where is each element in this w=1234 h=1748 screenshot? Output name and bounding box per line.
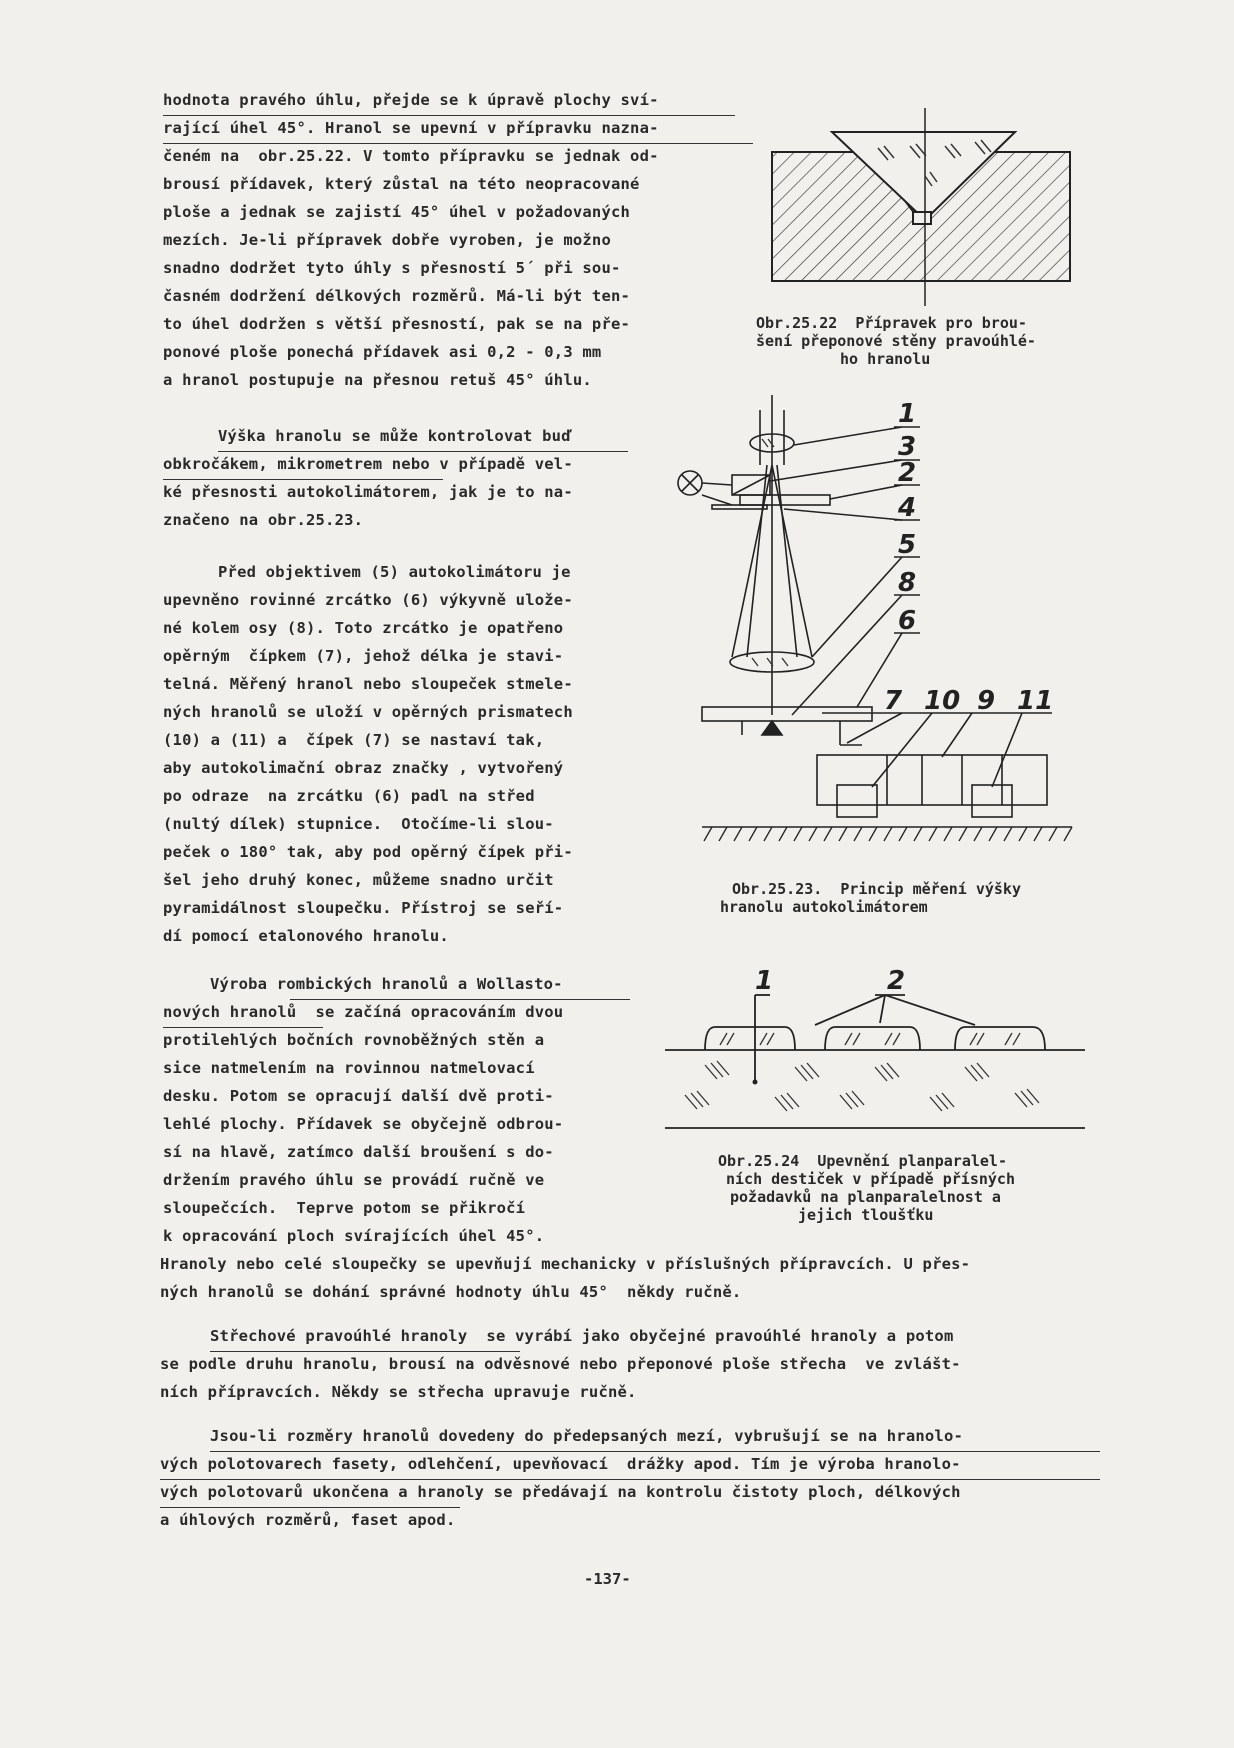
underline [160,1479,1100,1480]
text-line: protilehlých bočních rovnoběžných stěn a [163,1031,545,1049]
caption-fig24-3: požadavků na planparalelnost a [730,1188,1001,1206]
text-line: ponové ploše ponechá přídavek asi 0,2 - 0,3 mm [163,343,602,361]
text-line: peček o 180° tak, aby pod opěrný čípek při- [163,843,573,861]
text-line: sice natmelením na rovinnou natmelovací [163,1059,535,1077]
text-line: čeném na obr.25.22. V tomto přípravku se jednak od- [163,147,659,165]
fig23-label-3: 3 [898,432,917,462]
text-line: rající úhel 45°. Hranol se upevní v přípravku nazna- [163,119,659,137]
caption-fig24-2: ních destiček v případě přísných [726,1170,1015,1188]
text-line: Před objektivem (5) autokolimátoru je [218,563,571,581]
text-line: hodnota pravého úhlu, přejde se k úpravě plochy sví- [163,91,659,109]
caption-fig22-3: ho hranolu [840,350,931,368]
text-line: držením pravého úhlu se provádí ručně ve [163,1171,545,1189]
figure-25-24 [665,955,1085,1135]
fig23-label-2: 2 [898,458,917,488]
caption-fig22-2: šení přeponové stěny pravoúhlé- [756,332,1036,350]
text-line: Jsou-li rozměry hranolů dovedeny do předepsaných mezí, vybrušují se na hranolo- [210,1427,964,1445]
underline [163,115,735,116]
fig24-label-1: 1 [755,966,774,996]
text-line: sí na hlavě, zatímco další broušení s do- [163,1143,554,1161]
text-line: časném dodržení délkových rozměrů. Má-li být ten- [163,287,631,305]
caption-fig23-2: hranolu autokolimátorem [720,898,928,916]
text-line: šel jeho druhý konec, můžeme snadno určit [163,871,554,889]
underline [218,451,628,452]
text-line: a hranol postupuje na přesnou retuš 45° úhlu. [163,371,592,389]
text-line: (10) a (11) a čípek (7) se nastaví tak, [163,731,545,749]
figure-25-23 [672,395,1102,845]
text-line: brousí přídavek, který zůstal na této neopracované [163,175,640,193]
text-line: sloupečcích. Teprve potom se přikročí [163,1199,526,1217]
fig23-label-6: 6 [898,606,917,636]
text-line: aby autokolimační obraz značky , vytvořený [163,759,564,777]
caption-fig24-1: Obr.25.24 Upevnění planparalel- [718,1152,1007,1170]
text-line: mezích. Je-li přípravek dobře vyroben, je možno [163,231,611,249]
text-line: vých polotovarů ukončena a hranoly se předávají na kontrolu čistoty ploch, délkových [160,1483,961,1501]
underline [290,999,630,1000]
fig23-label-4: 4 [898,493,917,523]
fig24-label-2: 2 [887,966,906,996]
text-line: snadno dodržet tyto úhly s přesností 5´ při sou- [163,259,621,277]
underline [210,1351,520,1352]
text-line: Výroba rombických hranolů a Wollasto- [210,975,563,993]
text-line: ných hranolů se dohání správné hodnoty úhlu 45° někdy ručně. [160,1283,742,1301]
fig23-label-5: 5 [898,530,917,560]
text-line: k opracování ploch svírajících úhel 45°. [163,1227,545,1245]
underline [163,143,753,144]
text-line: desku. Potom se opracují další dvě proti- [163,1087,554,1105]
fig23-label-8: 8 [898,568,917,598]
text-line: značeno na obr.25.23. [163,511,364,529]
fig23-label-7: 7 [884,686,903,716]
text-line: nových hranolů se začíná opracováním dvou [163,1003,564,1021]
text-line: Střechové pravoúhlé hranoly se vyrábí jako obyčejné pravoúhlé hranoly a potom [210,1327,954,1345]
fig23-label-11: 11 [1017,686,1054,716]
text-line: lehlé plochy. Přídavek se obyčejně odbrou- [163,1115,564,1133]
figure-25-22 [770,108,1070,308]
fig23-label-10: 10 [924,686,961,716]
caption-fig22-1: Obr.25.22 Přípravek pro brou- [756,314,1027,332]
text-line: opěrným čípkem (7), jehož délka je stavi- [163,647,564,665]
underline [163,479,443,480]
underline [163,1027,323,1028]
page-number: -137- [584,1570,631,1588]
text-line: Hranoly nebo celé sloupečky se upevňují mechanicky v příslušných přípravcích. U přes- [160,1255,971,1273]
fig23-label-9: 9 [977,686,996,716]
text-line: dí pomocí etalonového hranolu. [163,927,449,945]
text-line: se podle druhu hranolu, brousí na odvěsnové nebo přeponové ploše střecha ve zvlášt- [160,1355,961,1373]
caption-fig24-4: jejich tloušťku [798,1206,934,1224]
text-line: ploše a jednak se zajistí 45° úhel v požadovaných [163,203,631,221]
text-line: (nultý dílek) stupnice. Otočíme-li slou- [163,815,554,833]
caption-fig23-1: Obr.25.23. Princip měření výšky [732,880,1021,898]
text-line: upevněno rovinné zrcátko (6) výkyvně ulože- [163,591,573,609]
text-line: vých polotovarech fasety, odlehčení, upevňovací drážky apod. Tím je výroba hranolo- [160,1455,961,1473]
text-line: telná. Měřený hranol nebo sloupeček stmele- [163,675,573,693]
underline [210,1451,1100,1452]
text-line: Výška hranolu se může kontrolovat buď [218,427,571,445]
underline [160,1507,460,1508]
text-line: ké přesnosti autokolimátorem, jak je to na- [163,483,573,501]
text-line: ných hranolů se uloží v opěrných prismatech [163,703,573,721]
text-line: ních přípravcích. Někdy se střecha upravuje ručně. [160,1383,637,1401]
text-line: to úhel dodržen s větší přesností, pak se na pře- [163,315,631,333]
text-line: pyramidálnost sloupečku. Přístroj se seří- [163,899,564,917]
text-line: po odraze na zrcátku (6) padl na střed [163,787,535,805]
fig23-label-1: 1 [898,399,917,429]
text-line: né kolem osy (8). Toto zrcátko je opatřeno [163,619,564,637]
text-line: a úhlových rozměrů, faset apod. [160,1511,456,1529]
text-line: obkročákem, mikrometrem nebo v případě vel- [163,455,573,473]
